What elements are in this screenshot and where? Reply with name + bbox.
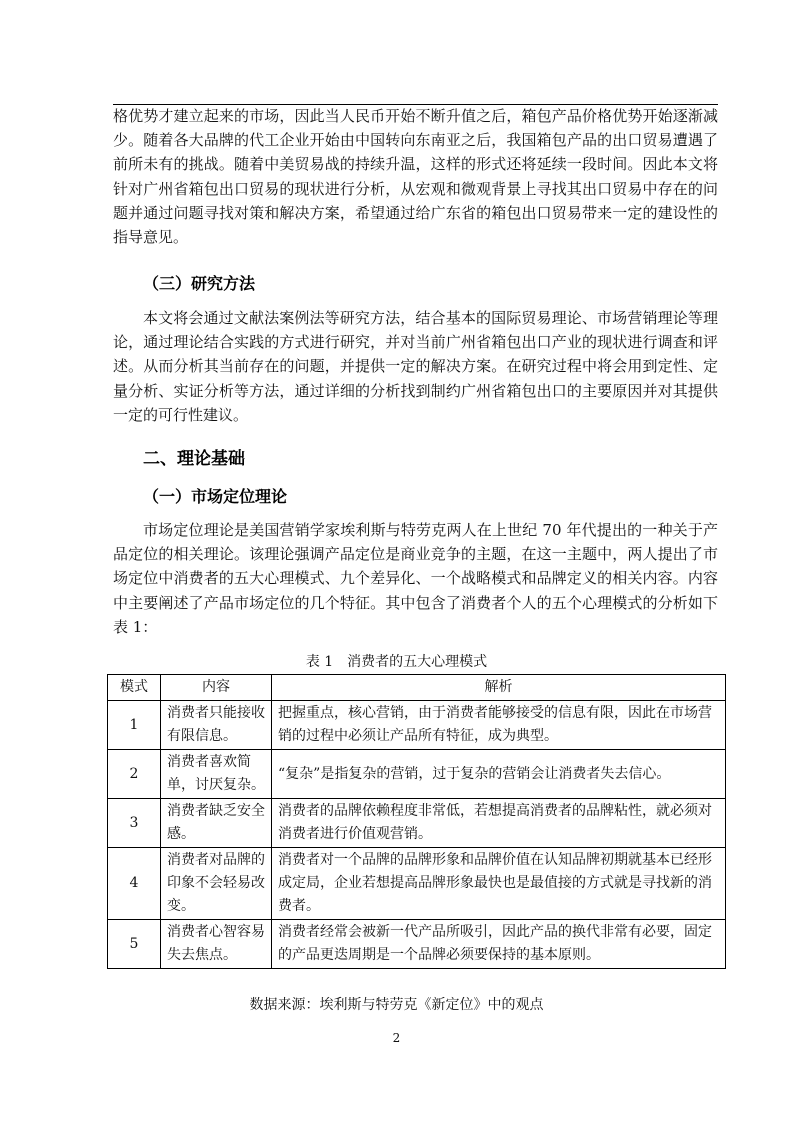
mode-number: 4 <box>108 848 161 920</box>
mode-content: 消费者缺乏安全感。 <box>161 799 272 848</box>
mode-content: 消费者对品牌的印象不会轻易改变。 <box>161 848 272 920</box>
table-source: 数据来源：埃利斯与特劳克《新定位》中的观点 <box>249 997 544 1013</box>
mode-number: 1 <box>108 701 161 750</box>
positioning-paragraph: 市场定位理论是美国营销学家埃利斯与特劳克两人在上世纪 70 年代提出的一种关于产品定位的相关理论。该理论强调产品定位是商业竞争的主题，在这一主题中，两人提出了市场定位中消费者的五大心理模式、九个差异化、一个战略模式和品牌定义的相关内容。内容中主要阐述了产品市场定位的几个特征。其中包含了消费者个人的五个心理模式的分析如下表 1： <box>113 521 718 636</box>
table-header-row <box>108 675 726 701</box>
chapter-heading: 二、理论基础 <box>143 449 245 469</box>
mode-number: 5 <box>108 920 161 969</box>
header-analysis: 解析 <box>272 675 726 701</box>
mode-content: 消费者心智容易失去焦点。 <box>161 920 272 969</box>
mode-analysis: 消费者的品牌依赖程度非常低，若想提高消费者的品牌粘性，就必须对消费者进行价值观营销。 <box>272 799 726 848</box>
mode-content: 消费者只能接收有限信息。 <box>161 701 272 750</box>
mode-content: 消费者喜欢简单，讨厌复杂。 <box>161 750 272 799</box>
methods-paragraph: 本文将会通过文献法案例法等研究方法，结合基本的国际贸易理论、市场营销理论等理论，通过理论结合实践的方式进行研究，并对当前广州省箱包出口产业的现状进行调查和评述。从而分析其当前存在的问题，并提供一定的解决方案。在研究过程中将会用到定性、定量分析、实证分析等方法，通过详细的分析找到制约广州省箱包出口的主要原因并对其提供一定的可行性建议。 <box>113 309 718 424</box>
mode-analysis: 消费者经常会被新一代产品所吸引，因此产品的换代非常有必要，固定的产品更迭周期是一个品牌必须要保持的基本原则。 <box>272 920 726 969</box>
table-row <box>108 750 726 799</box>
mode-analysis: “复杂”是指复杂的营销，过于复杂的营销会让消费者失去信心。 <box>272 750 726 799</box>
table-row <box>108 701 726 750</box>
table-row <box>108 920 726 969</box>
section-heading-positioning: （一）市场定位理论 <box>143 487 288 506</box>
mode-number: 2 <box>108 750 161 799</box>
table-caption: 表 1 消费者的五大心理模式 <box>305 654 488 670</box>
mode-analysis: 把握重点，核心营销，由于消费者能够接受的信息有限，因此在市场营销的过程中必须让产品所有特征，成为典型。 <box>272 701 726 750</box>
intro-paragraph: 格优势才建立起来的市场，因此当人民币开始不断升值之后，箱包产品价格优势开始逐渐减少。随着各大品牌的代工企业开始由中国转向东南亚之后，我国箱包产品的出口贸易遭遇了前所未有的挑战。随着中美贸易战的持续升温，这样的形式还将延续一段时间。因此本文将针对广州省箱包出口贸易的现状进行分析，从宏观和微观背景上寻找其出口贸易中存在的问题并通过问题寻找对策和解决方案，希望通过给广东省的箱包出口贸易带来一定的建设性的指导意见。 <box>113 107 718 247</box>
table-row <box>108 799 726 848</box>
page-number: 2 <box>392 1031 401 1045</box>
section-heading-methods: （三）研究方法 <box>143 274 256 293</box>
psychology-modes-table <box>107 674 726 969</box>
header-mode: 模式 <box>108 675 161 701</box>
mode-number: 3 <box>108 799 161 848</box>
header-content: 内容 <box>161 675 272 701</box>
mode-analysis: 消费者对一个品牌的品牌形象和品牌价值在认知品牌初期就基本已经形成定局，企业若想提高品牌形象最快也是最值接的方式就是寻找新的消费者。 <box>272 848 726 920</box>
table-row <box>108 848 726 920</box>
